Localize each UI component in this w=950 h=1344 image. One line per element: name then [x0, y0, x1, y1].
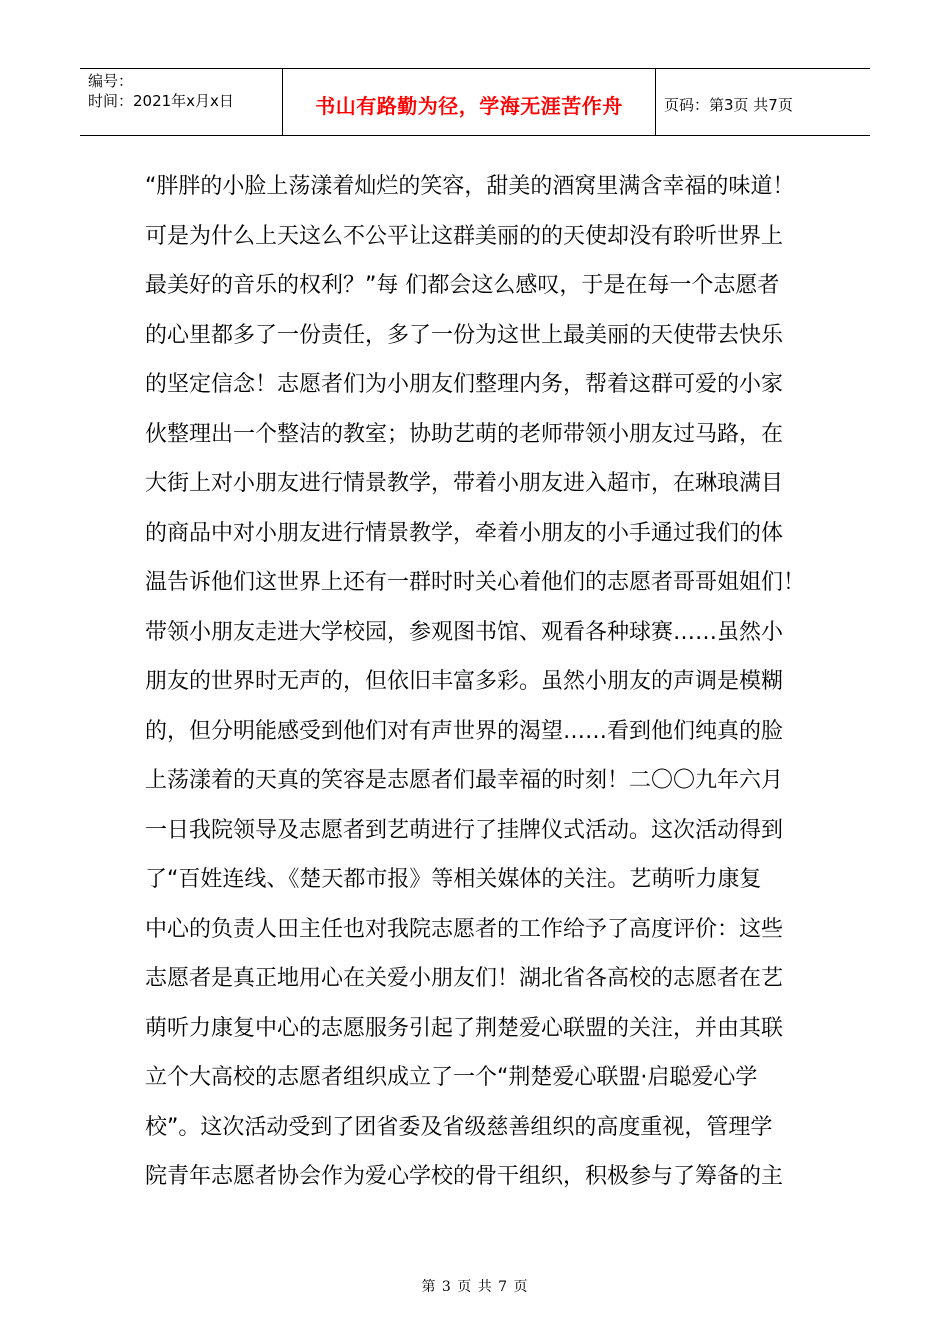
paragraph-line: 的坚定信念！志愿者们为小朋友们整理内务，帮着这群可爱的小家 — [145, 372, 784, 397]
paragraph-line: 中心的负责人田主任也对我院志愿者的工作给予了高度评价：这些 — [145, 916, 784, 942]
paragraph-line: 朋友的世界时无声的，但依旧丰富多彩。虽然小朋友的声调是模糊 — [145, 669, 784, 694]
paragraph-line: “胖胖的小脸上荡漾着灿烂的笑容，甜美的酒窝里满含幸福的味道！ — [145, 174, 795, 199]
paragraph-line: 院青年志愿者协会作为爱心学校的骨干组织，积极参与了筹备的主 — [145, 1164, 784, 1189]
page-footer: 第 3 页 共 7 页 — [421, 1279, 529, 1295]
paragraph-line: 上荡漾着的天真的笑容是志愿者们最幸福的时刻！二〇〇九年六月 — [145, 768, 784, 793]
document-header — [80, 68, 870, 136]
header-page-info: 页码：第3页 共7页 — [664, 95, 793, 114]
paragraph-line: 志愿者是真正地用心在关爱小朋友们！湖北省各高校的志愿者在艺 — [145, 966, 784, 991]
paragraph-line: 可是为什么上天这么不公平让这群美丽的的天使却没有聆听世界上 — [145, 223, 784, 249]
paragraph-line: 带领小朋友走进大学校园，参观图书馆、观看各种球赛……虽然小 — [145, 619, 784, 645]
paragraph-line: 的，但分明能感受到他们对有声世界的渴望……看到他们纯真的脸 — [145, 718, 784, 744]
paragraph-line: 的商品中对小朋友进行情景教学，牵着小朋友的小手通过我们的体 — [145, 520, 784, 546]
paragraph-line: 萌听力康复中心的志愿服务引起了荆楚爱心联盟的关注，并由其联 — [145, 1015, 784, 1041]
paragraph-line: 立个大高校的志愿者组织成立了一个“荆楚爱心联盟·启聪爱心学 — [145, 1065, 758, 1090]
paragraph-line: 伙整理出一个整洁的教室；协助艺萌的老师带领小朋友过马路，在 — [145, 421, 784, 447]
header-motto-cell — [283, 69, 656, 135]
paragraph-line: 的心里都多了一份责任，多了一份为这世上最美丽的天使带去快乐 — [145, 322, 784, 348]
paragraph-line: 校”。这次活动受到了团省委及省级慈善组织的高度重视，管理学 — [145, 1114, 773, 1140]
paragraph-line: 温告诉他们这世界上还有一群时时关心着他们的志愿者哥哥姐姐们！ — [145, 570, 806, 595]
header-page-cell — [656, 69, 870, 135]
header-meta-cell — [80, 69, 283, 135]
paragraph-line: 最美好的音乐的权利？”每 们都会这么感叹，于是在每一个志愿者 — [145, 273, 780, 298]
paragraph-line: 了“百姓连线、《楚天都市报》等相关媒体的关注。艺萌听力康复 — [145, 867, 762, 892]
paragraph-line: 一日我院领导及志愿者到艺萌进行了挂牌仪式活动。这次活动得到 — [145, 817, 784, 843]
paragraph-line: 大街上对小朋友进行情景教学，带着小朋友进入超市，在琳琅满目 — [145, 471, 784, 496]
header-motto: 书山有路勤为径，学海无涯苦作舟 — [315, 93, 623, 118]
body-text — [145, 162, 815, 1202]
header-time-label: 时间：2021年x月x日 — [88, 92, 234, 110]
header-number-label: 编号： — [88, 72, 134, 90]
